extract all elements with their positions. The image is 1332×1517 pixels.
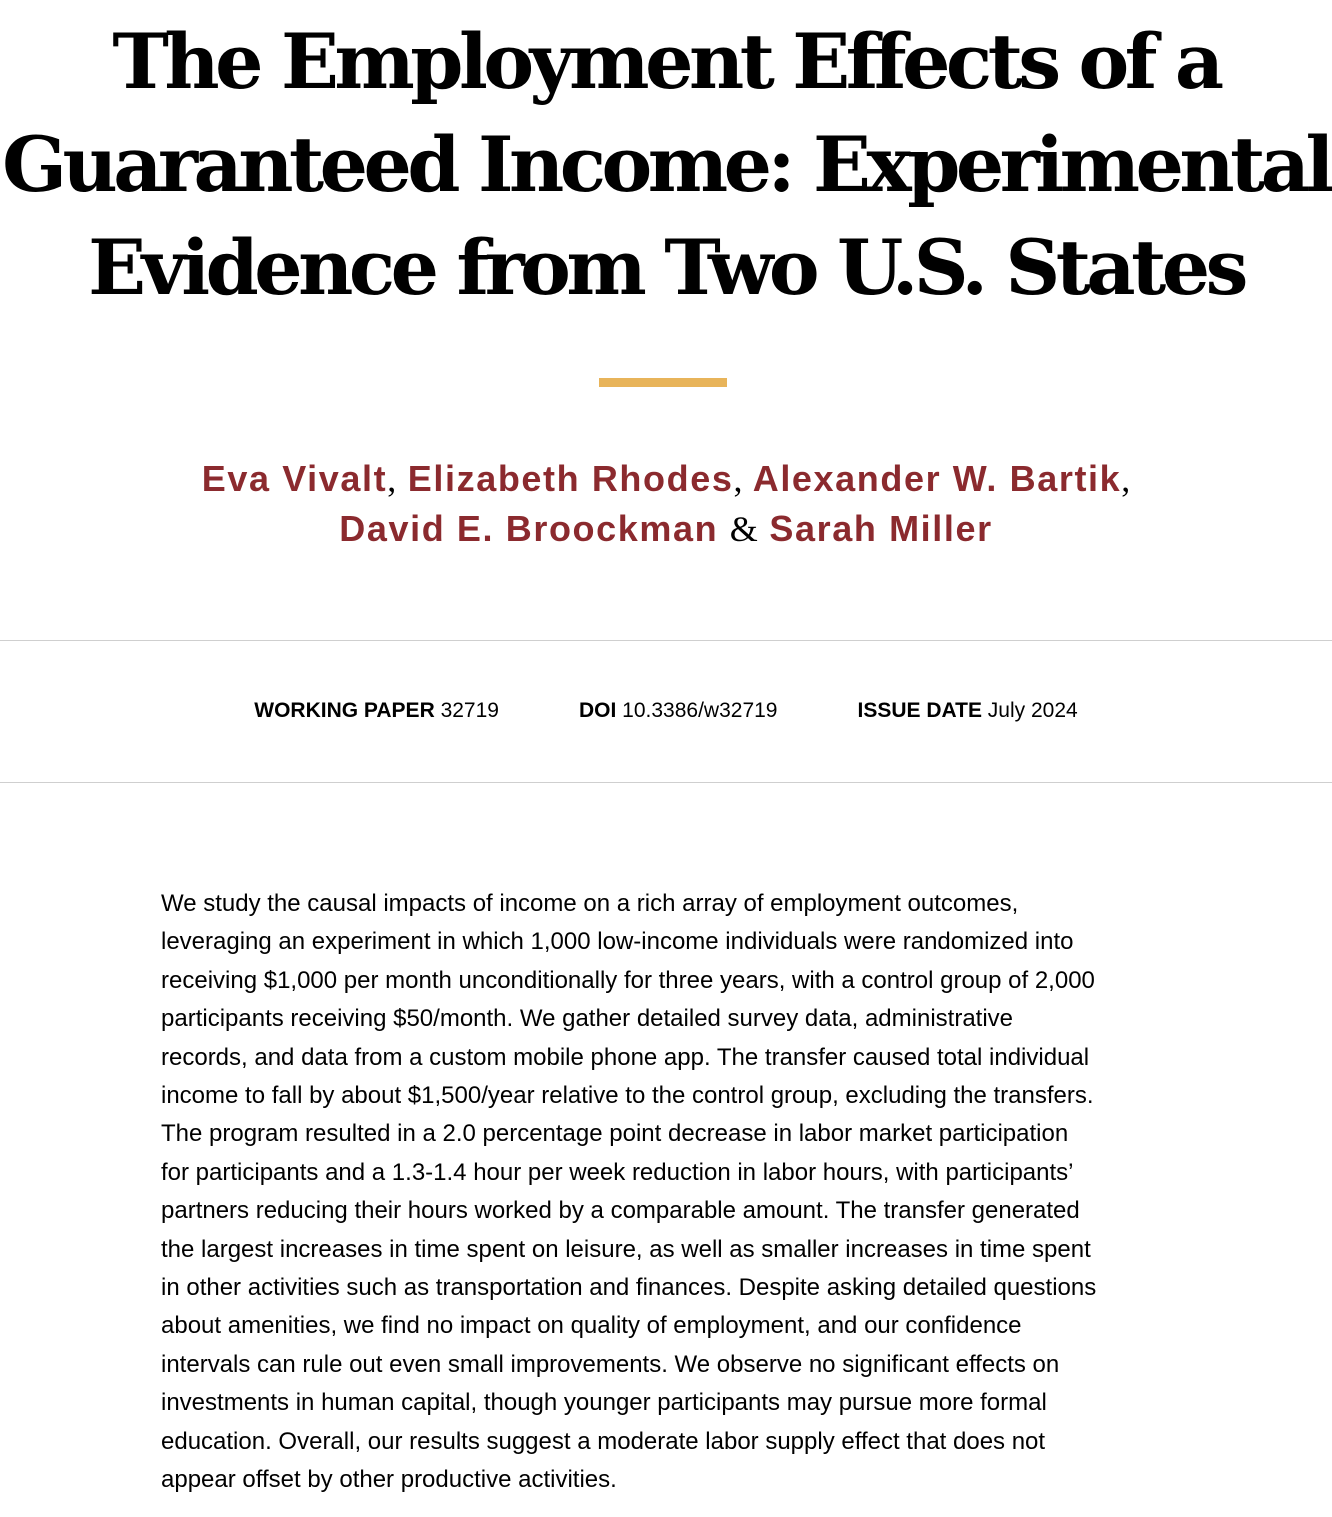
abstract-line: the largest increases in time spent on leisure, as well as smaller increases in time spent	[161, 1235, 1091, 1263]
issue-date-label: ISSUE DATE	[857, 699, 982, 722]
abstract-line: We study the causal impacts of income on a rich array of employment outcomes,	[161, 890, 1019, 917]
author-link-sarah-miller[interactable]: Sarah Miller	[769, 508, 993, 549]
author-separator: ,	[1121, 459, 1131, 499]
author-link-alexander-bartik[interactable]: Alexander W. Bartik	[752, 458, 1122, 499]
meta-top-divider	[0, 640, 1332, 641]
doi-value: 10.3386/w32719	[622, 699, 778, 722]
abstract-line: for participants and a 1.3-1.4 hour per week reduction in labor hours, with participants’	[161, 1158, 1074, 1186]
working-paper-value: 32719	[440, 699, 499, 722]
author-separator: &	[729, 509, 758, 549]
accent-rule	[599, 378, 727, 387]
paper-title	[0, 0, 1332, 319]
abstract-line: leveraging an experiment in which 1,000 low-income individuals were randomized into	[161, 928, 1074, 956]
abstract-line: investments in human capital, though younger participants may pursue more formal	[161, 1389, 1047, 1417]
paper-metadata	[0, 697, 1332, 725]
meta-bottom-divider	[0, 782, 1332, 783]
working-paper-label: WORKING PAPER	[254, 699, 435, 722]
working-paper-number	[254, 697, 499, 725]
abstract-line: records, and data from a custom mobile phone app. The transfer caused total individual	[161, 1043, 1090, 1071]
abstract-line: in other activities such as transportation and finances. Despite asking detailed questions	[161, 1274, 1097, 1302]
title-line: The Employment Effects of a	[112, 17, 1220, 106]
abstract-line: intervals can rule out even small improvements. We observe no significant effects on	[161, 1350, 1060, 1378]
author-link-elizabeth-rhodes[interactable]: Elizabeth Rhodes	[407, 458, 734, 499]
doi	[579, 697, 778, 725]
author-line	[0, 504, 1332, 554]
abstract-line: The program resulted in a 2.0 percentage point decrease in labor market participation	[161, 1120, 1069, 1148]
author-link-david-broockman[interactable]: David E. Broockman	[339, 508, 719, 549]
title-line: Evidence from Two U.S. States	[88, 223, 1244, 312]
author-separator: ,	[387, 459, 397, 499]
author-list	[0, 454, 1332, 554]
abstract	[161, 885, 1171, 1500]
title-line: Guaranteed Income: Experimental	[2, 120, 1330, 209]
author-link-eva-vivalt[interactable]: Eva Vivalt	[201, 458, 388, 499]
abstract-line: education. Overall, our results suggest a moderate labor supply effect that does not	[161, 1427, 1046, 1455]
doi-label: DOI	[578, 699, 617, 722]
abstract-line: about amenities, we find no impact on quality of employment, and our confidence	[161, 1312, 1022, 1340]
author-separator: ,	[733, 459, 743, 499]
abstract-line: receiving $1,000 per month unconditionally for three years, with a control group of 2,000	[161, 966, 1095, 994]
author-line	[0, 454, 1332, 504]
issue-date	[857, 697, 1077, 725]
abstract-line: appear offset by other productive activities.	[161, 1466, 617, 1494]
abstract-line: income to fall by about $1,500/year relative to the control group, excluding the transfers.	[161, 1082, 1094, 1110]
abstract-line: participants receiving $50/month. We gather detailed survey data, administrative	[161, 1005, 1014, 1033]
issue-date-value: July 2024	[987, 699, 1078, 722]
abstract-line: partners reducing their hours worked by a comparable amount. The transfer generated	[161, 1197, 1080, 1225]
